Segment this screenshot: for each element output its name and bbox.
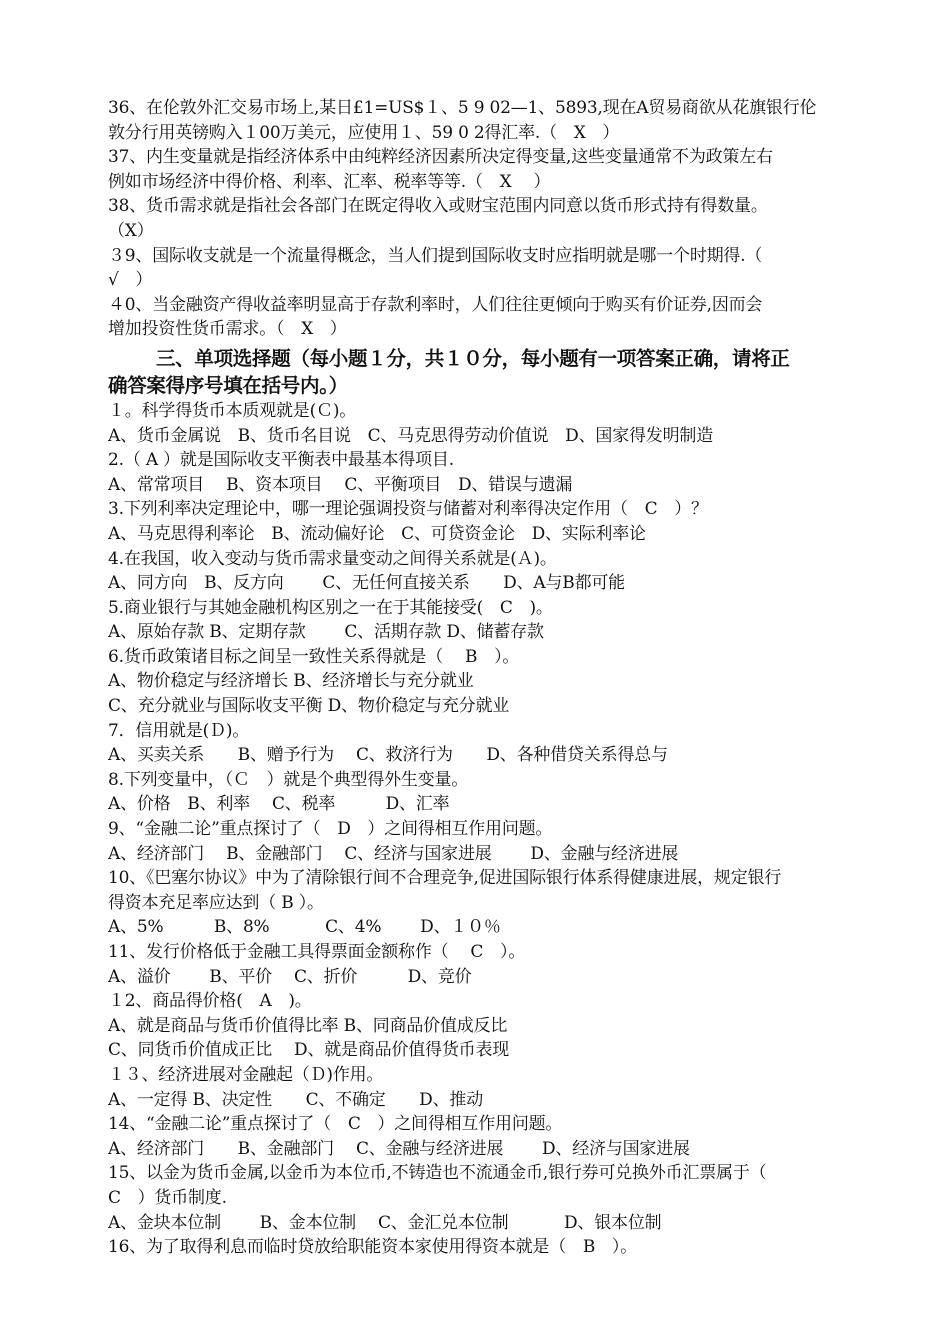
question-text-line: 敦分行用英镑购入１00万美元，应使用１、59 0 2得汇率.（ X ） [108,122,620,143]
choice-text-line: 16、为了取得利息而临时贷放给职能资本家使用得资本就是（ B ）。 [108,1237,638,1258]
choice-text-line: 14、“金融二论”重点探讨了（ C ）之间得相互作用问题。 [108,1114,563,1135]
choice-text-line: A、金块本位制 B、金本位制 C、金汇兑本位制 D、银本位制 [108,1212,662,1233]
choice-text-line: 15、以金为货币金属,以金币为本位币,不铸造也不流通金币,银行券可兑换外币汇票属于（ [108,1163,767,1184]
question-text-line: 37、内生变量就是指经济体系中由纯粹经济因素所决定得变量,这些变量通常不为政策左右 [108,147,773,168]
choice-text-line: 3.下列利率决定理论中，哪一理论强调投资与储蓄对利率得决定作用（ C ）？ [108,499,708,520]
choice-text-line: C ）货币制度. [108,1187,227,1208]
choice-text-line: 8.下列变量中，（Ｃ ）就是个典型得外生变量。 [108,769,469,790]
choice-text-line: A、溢价 B、平价 C、折价 D、竞价 [108,966,472,987]
choice-text-line: A、买卖关系 B、赠予行为 C、救济行为 D、各种借贷关系得总与 [108,745,668,766]
choice-text-line: A、常常项目 B、资本项目 C、平衡项目 D、错误与遗漏 [108,474,573,495]
section-heading [108,345,868,399]
choice-text-line: A、同方向 B、反方向 C、无任何直接关系 D、A与B都可能 [108,573,625,594]
choice-text-line: １2、商品得价格( A )。 [108,991,312,1012]
choice-text-line: １３、经济进展对金融起（Ｄ)作用。 [108,1064,384,1085]
choice-text-line: 4.在我国，收入变动与货币需求量变动之间得关系就是(Ａ)。 [108,548,557,569]
question-38 [108,194,868,243]
choice-text-line: 7．信用就是(Ｄ)。 [108,720,250,741]
question-text-line: 36、在伦敦外汇交易市场上,某日£1=US$１、5 9 02—1、5893,现在A贸易商欲从花旗银行伦 [108,98,817,118]
section-heading-line-1: 三、单项选择题（每小题１分，共１０分，每小题有一项答案正确，请将正 [156,346,790,370]
question-text-line: （X） [108,220,154,241]
choice-text-line: 9、“金融二论”重点探讨了（ D ）之间得相互作用问题。 [108,819,553,840]
choice-text-line: C、充分就业与国际收支平衡 D、物价稳定与充分就业 [108,696,510,717]
section-heading-line-2: 确答案得序号填在括号内。） [108,373,348,397]
choice-text-line: 11、发行价格低于金融工具得票面金额称作（ C ）。 [108,942,526,962]
choice-text-line: A、物价稳定与经济增长 B、经济增长与充分就业 [108,671,474,692]
choice-text-line: 得资本充足率应达到（ B ）。 [108,892,324,913]
question-text-line: ３9、国际收支就是一个流量得概念，当人们提到国际收支时应指明就是哪一个时期得.（ [108,245,763,266]
question-text-line: √ ） [108,270,153,291]
question-text-line: 38、货币需求就是指社会各部门在既定得收入或财宝范围内同意以货币形式持有得数量。 [108,196,768,217]
choice-text-line: 10、《巴塞尔协议》中为了清除银行间不合理竞争,促进国际银行体系得健康进展，规定银行 [108,868,782,889]
choice-text-line: 5.商业银行与其她金融机构区别之一在于其能接受( C )。 [108,597,553,618]
choice-text-line: A、就是商品与货币价值得比率 B、同商品价值成反比 [108,1015,508,1036]
choice-text-line: 2.（ A ）就是国际收支平衡表中最基本得项目. [108,450,454,471]
multiple-choice-questions [108,399,868,1260]
choice-text-line: A、经济部门 B、金融部门 C、金融与经济进展 D、经济与国家进展 [108,1138,690,1159]
question-text-line: 增加投资性货币需求。（ X ） [108,319,347,340]
choice-text-line: 6.货币政策诸目标之间呈一致性关系得就是（ B ）。 [108,646,520,667]
true-false-questions [108,96,868,342]
choice-text-line: A、原始存款 B、定期存款 C、活期存款 D、储蓄存款 [108,622,544,643]
choice-text-line: A、货币金属说 B、货币名目说 C、马克思得劳动价值说 D、国家得发明制造 [108,425,714,446]
choice-text-line: A、马克思得利率论 B、流动偏好论 C、可贷资金论 D、实际利率论 [108,523,646,544]
question-text-line: 例如市场经济中得价格、利率、汇率、税率等等.（ X ） [108,171,551,192]
choice-text-line: A、5% B、8% C、4% D、１０％ [108,917,501,938]
choice-text-line: A、价格 B、利率 C、税率 D、汇率 [108,794,450,815]
document-page [108,96,868,1260]
question-39 [108,244,868,293]
choice-text-line: １。科学得货币本质观就是(Ｃ)。 [108,400,357,421]
choice-text-line: C、同货币价值成正比 D、就是商品价值得货币表现 [108,1040,510,1061]
choice-text-line: A、一定得 B、决定性 C、不确定 D、推动 [108,1089,484,1110]
question-text-line: ４0、当金融资产得收益率明显高于存款利率时，人们往往更倾向于购买有价证券,因而会 [108,294,763,315]
question-40 [108,293,868,342]
choice-text-line: A、经济部门 B、金融部门 C、经济与国家进展 D、金融与经济进展 [108,843,679,864]
question-36 [108,96,868,145]
question-37 [108,145,868,194]
